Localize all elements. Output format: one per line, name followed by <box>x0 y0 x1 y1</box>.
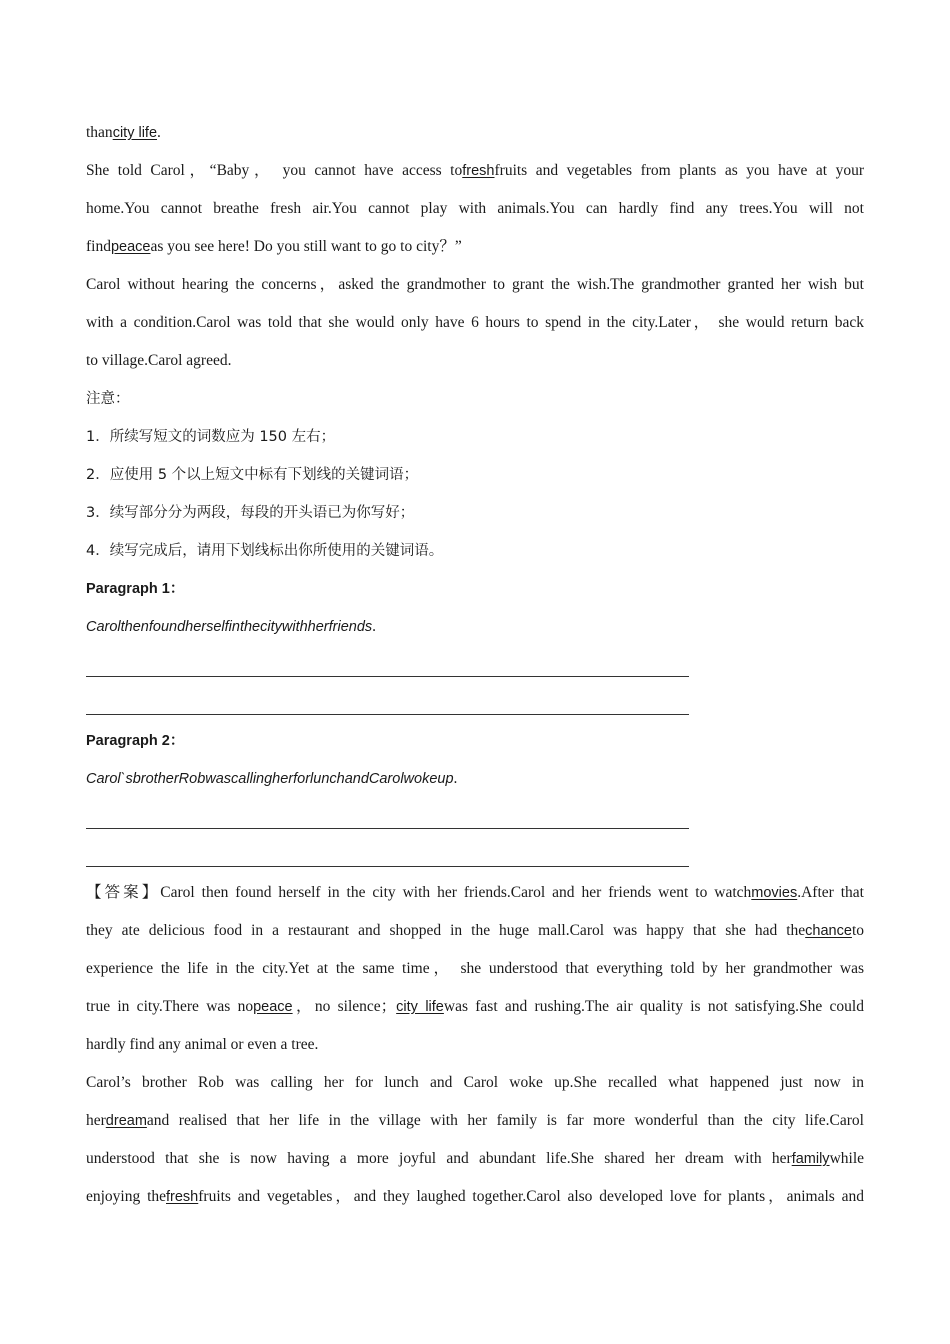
story-line-7: to village.Carol agreed. <box>86 352 232 369</box>
keyword-family: family <box>791 1151 830 1167</box>
story-line-4 <box>86 232 864 270</box>
notes-title: 注意： <box>86 391 130 407</box>
text: enjoying the <box>86 1188 166 1205</box>
answer-line-6: Carol’s brother Rob was calling her for lunch and Carol woke up.She recalled what happened just now in <box>86 1074 864 1091</box>
text: to <box>851 922 864 939</box>
heading-text: Paragraph 2： <box>86 733 185 749</box>
answer-line-3: experience the life in the city.Yet at the same time， she understood that everything told by her grandmother was <box>86 960 864 977</box>
answer-line-1 <box>86 878 864 916</box>
note-item-2: 2．应使用 5 个以上短文中标有下划线的关键词语； <box>86 467 419 483</box>
answer-blank-line <box>86 650 864 688</box>
keyword-fresh: fresh <box>166 1189 199 1205</box>
answer-line-4 <box>86 992 864 1030</box>
note-item-3: 3．续写部分分为两段，每段的开头语已为你写好； <box>86 505 415 521</box>
document-page <box>86 118 864 1220</box>
text: than <box>86 124 113 141</box>
answer-line-5: hardly find any animal or even a tree. <box>86 1036 319 1053</box>
text: She told Carol，“Baby， you cannot have access to <box>86 162 463 179</box>
text: 【答案】Carol then found herself in the city with her friends.Carol and her friends went to watch <box>86 884 752 901</box>
starter-text: Carol`sbrotherRobwascallingherforlunchandCarolwokeup <box>86 771 454 787</box>
answer-blank-line <box>86 688 864 726</box>
paragraph-2-starter <box>86 764 864 802</box>
keyword-chance: chance <box>805 923 852 939</box>
text: her <box>86 1112 106 1129</box>
keyword-fresh: fresh <box>462 163 495 179</box>
keyword-peace: peace <box>110 239 151 255</box>
text: true in city.There was no <box>86 998 254 1015</box>
keyword-peace: peace <box>253 999 293 1015</box>
paragraph-1-starter <box>86 612 864 650</box>
story-line-5: Carol without hearing the concerns，asked the grandmother to grant the wish.The grandmother granted her wish but <box>86 276 864 293</box>
answer-line-2 <box>86 916 864 954</box>
text: . <box>157 124 161 141</box>
answer-line-9 <box>86 1182 864 1220</box>
text: find <box>86 238 111 255</box>
text: . <box>372 618 377 635</box>
text: .After that <box>797 884 864 901</box>
paragraph-1-heading <box>86 574 864 612</box>
story-line-2 <box>86 156 864 194</box>
note-item-1: 1．所续写短文的词数应为 150 左右； <box>86 429 336 445</box>
text: fruits and vegetables，and they laughed together.Carol also developed love for plants，animals and <box>198 1188 864 1205</box>
text: was fast and rushing.The air quality is not satisfying.She could <box>443 998 864 1015</box>
answer-line-7 <box>86 1106 864 1144</box>
keyword-city-life: city life <box>112 125 158 141</box>
answer-blank-line <box>86 840 864 878</box>
note-item-4: 4．续写完成后，请用下划线标出你所使用的关键词语。 <box>86 543 444 559</box>
answer-blank-line <box>86 802 864 840</box>
answer-line-8 <box>86 1144 864 1182</box>
story-line-1 <box>86 118 864 156</box>
text: and realised that her life in the village with her family is far more wonderful than the city life.Carol <box>146 1112 864 1129</box>
text: fruits and vegetables from plants as you have at your <box>494 162 864 179</box>
paragraph-2-heading <box>86 726 864 764</box>
text: as you see here! Do you still want to go to city？” <box>150 238 462 255</box>
text: while <box>829 1150 864 1167</box>
keyword-dream: dream <box>105 1113 147 1129</box>
heading-text: Paragraph 1： <box>86 581 185 597</box>
text: ，no silence； <box>292 998 397 1015</box>
keyword-city-life: city life <box>396 999 444 1015</box>
story-line-6: with a condition.Carol was told that she would only have 6 hours to spend in the city.Later， she would return back <box>86 314 864 331</box>
keyword-movies: movies <box>751 885 798 901</box>
starter-text: Carolthenfoundherselfinthecitywithherfriends <box>86 619 373 635</box>
text: understood that she is now having a more joyful and abundant life.She shared her dream with her <box>86 1150 792 1167</box>
text: . <box>453 770 458 787</box>
story-line-3: home.You cannot breathe fresh air.You cannot play with animals.You can hardly find any trees.You will not <box>86 200 864 217</box>
text: they ate delicious food in a restaurant and shopped in the huge mall.Carol was happy that she had the <box>86 922 806 939</box>
